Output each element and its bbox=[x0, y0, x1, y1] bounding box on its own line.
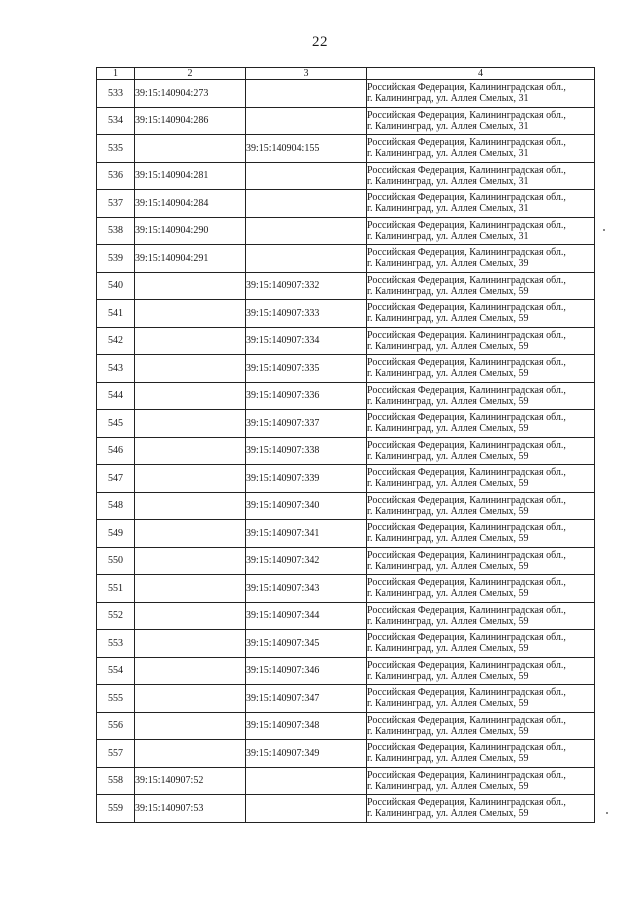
cadastral-number-col2 bbox=[135, 712, 246, 740]
cadastral-number-col3: 39:15:140907:346 bbox=[246, 657, 367, 685]
cadastral-number-col3: 39:15:140907:333 bbox=[246, 300, 367, 328]
row-number: 536 bbox=[97, 162, 135, 190]
table-row bbox=[97, 382, 595, 410]
cadastral-number-col3: 39:15:140907:348 bbox=[246, 712, 367, 740]
address-line-1: Российская Федерация, Калининградская обл., bbox=[367, 357, 566, 369]
cadastral-number-col3 bbox=[246, 162, 367, 190]
address-line-2: г. Калининград, ул. Аллея Смелых, 59 bbox=[367, 670, 529, 682]
address-line-2: г. Калининград, ул. Аллея Смелых, 59 bbox=[367, 725, 529, 737]
table-row bbox=[97, 657, 595, 685]
row-number: 534 bbox=[97, 107, 135, 135]
scan-speck bbox=[606, 812, 608, 814]
address-line-1: Российская Федерация, Калининградская обл., bbox=[367, 109, 566, 121]
cadastral-number-col2 bbox=[135, 327, 246, 355]
address-line-2: г. Калининград, ул. Аллея Смелых, 59 bbox=[367, 643, 529, 655]
row-number: 542 bbox=[97, 327, 135, 355]
address-line-2: г. Калининград, ул. Аллея Смелых, 59 bbox=[367, 698, 529, 710]
table-row bbox=[97, 767, 595, 795]
address-line-1: Российская Федерация, Калининградская обл., bbox=[367, 137, 566, 149]
cadastral-number-col2 bbox=[135, 520, 246, 548]
table-row bbox=[97, 575, 595, 603]
address-line-2: г. Калининград, ул. Аллея Смелых, 59 bbox=[367, 423, 529, 435]
row-number: 535 bbox=[97, 135, 135, 163]
address-line-2: г. Калининград, ул. Аллея Смелых, 31 bbox=[367, 175, 529, 187]
address-line-2: г. Калининград, ул. Аллея Смелых, 59 bbox=[367, 753, 529, 765]
address-cell bbox=[367, 437, 595, 465]
column-header-2: 2 bbox=[135, 68, 246, 80]
cadastral-number-col3 bbox=[246, 245, 367, 273]
address-line-2: г. Калининград, ул. Аллея Смелых, 59 bbox=[367, 313, 529, 325]
cadastral-number-col3: 39:15:140907:341 bbox=[246, 520, 367, 548]
table-row bbox=[97, 355, 595, 383]
row-number: 548 bbox=[97, 492, 135, 520]
table-row bbox=[97, 630, 595, 658]
row-number: 539 bbox=[97, 245, 135, 273]
address-line-1: Российская Федерация, Калининградская обл., bbox=[367, 549, 566, 561]
cadastral-number-col2 bbox=[135, 300, 246, 328]
address-line-1: Российская Федерация, Калининградская обл., bbox=[367, 687, 566, 699]
address-line-2: г. Калининград, ул. Аллея Смелых, 59 bbox=[367, 285, 529, 297]
address-line-1: Российская Федерация, Калининградская обл., bbox=[367, 742, 566, 754]
address-line-2: г. Калининград, ул. Аллея Смелых, 59 bbox=[367, 808, 529, 820]
cadastral-number-col2 bbox=[135, 492, 246, 520]
row-number: 538 bbox=[97, 217, 135, 245]
cadastral-number-col2 bbox=[135, 575, 246, 603]
row-number: 552 bbox=[97, 602, 135, 630]
row-number: 550 bbox=[97, 547, 135, 575]
column-header-4: 4 bbox=[367, 68, 595, 80]
address-cell bbox=[367, 492, 595, 520]
cadastral-number-col2 bbox=[135, 355, 246, 383]
row-number: 544 bbox=[97, 382, 135, 410]
address-line-2: г. Калининград, ул. Аллея Смелых, 59 bbox=[367, 505, 529, 517]
address-line-1: Российская Федерация, Калининградская обл., bbox=[367, 797, 566, 809]
address-line-2: г. Калининград, ул. Аллея Смелых, 59 bbox=[367, 588, 529, 600]
cadastral-number-col3: 39:15:140907:338 bbox=[246, 437, 367, 465]
address-line-1: Российская Федерация, Калининградская обл., bbox=[367, 577, 566, 589]
column-header-1: 1 bbox=[97, 68, 135, 80]
table-row bbox=[97, 272, 595, 300]
cadastral-number-col3: 39:15:140907:342 bbox=[246, 547, 367, 575]
address-cell bbox=[367, 355, 595, 383]
cadastral-number-col3: 39:15:140907:340 bbox=[246, 492, 367, 520]
address-cell bbox=[367, 767, 595, 795]
row-number: 557 bbox=[97, 740, 135, 768]
row-number: 547 bbox=[97, 465, 135, 493]
cadastral-number-col3: 39:15:140907:347 bbox=[246, 685, 367, 713]
address-line-1: Российская Федерация, Калининградская обл., bbox=[367, 659, 566, 671]
row-number: 558 bbox=[97, 767, 135, 795]
cadastral-number-col3: 39:15:140907:344 bbox=[246, 602, 367, 630]
address-cell bbox=[367, 630, 595, 658]
table-row bbox=[97, 245, 595, 273]
table-row bbox=[97, 437, 595, 465]
address-line-2: г. Калининград, ул. Аллея Смелых, 59 bbox=[367, 450, 529, 462]
address-cell bbox=[367, 410, 595, 438]
page-number: 22 bbox=[312, 34, 328, 50]
table-row bbox=[97, 410, 595, 438]
address-cell bbox=[367, 107, 595, 135]
address-cell bbox=[367, 602, 595, 630]
address-line-1: Российская Федерация, Калининградская обл., bbox=[367, 714, 566, 726]
address-cell bbox=[367, 465, 595, 493]
address-line-2: г. Калининград, ул. Аллея Смелых, 59 bbox=[367, 780, 529, 792]
address-line-2: г. Калининград, ул. Аллея Смелых, 39 bbox=[367, 258, 529, 270]
cadastral-number-col2: 39:15:140904:273 bbox=[135, 80, 246, 108]
table-row bbox=[97, 547, 595, 575]
cadastral-number-col2: 39:15:140904:284 bbox=[135, 190, 246, 218]
row-number: 541 bbox=[97, 300, 135, 328]
table-row bbox=[97, 162, 595, 190]
table-row bbox=[97, 740, 595, 768]
scan-speck bbox=[603, 229, 605, 231]
cadastral-number-col2 bbox=[135, 382, 246, 410]
cadastral-number-col3: 39:15:140907:349 bbox=[246, 740, 367, 768]
cadastral-number-col2 bbox=[135, 135, 246, 163]
address-line-1: Российская Федерация, Калининградская обл., bbox=[367, 164, 566, 176]
row-number: 543 bbox=[97, 355, 135, 383]
table-row bbox=[97, 465, 595, 493]
address-cell bbox=[367, 162, 595, 190]
cadastral-number-col3: 39:15:140907:336 bbox=[246, 382, 367, 410]
cadastral-table bbox=[96, 67, 595, 823]
address-line-1: Российская Федерация, Калининградская обл., bbox=[367, 274, 566, 286]
address-cell bbox=[367, 80, 595, 108]
cadastral-number-col2 bbox=[135, 410, 246, 438]
table-row bbox=[97, 795, 595, 823]
cadastral-number-col2: 39:15:140907:52 bbox=[135, 767, 246, 795]
row-number: 533 bbox=[97, 80, 135, 108]
address-line-2: г. Калининград, ул. Аллея Смелых, 59 bbox=[367, 395, 529, 407]
cadastral-number-col2 bbox=[135, 602, 246, 630]
address-line-1: Российская Федерация, Калининградская обл., bbox=[367, 247, 566, 259]
address-cell bbox=[367, 272, 595, 300]
address-line-2: г. Калининград, ул. Аллея Смелых, 59 bbox=[367, 560, 529, 572]
address-cell bbox=[367, 217, 595, 245]
address-line-1: Российская Федерация, Калининградская обл., bbox=[367, 632, 566, 644]
address-line-1: Российская Федерация, Калининградская обл., bbox=[367, 494, 566, 506]
cadastral-number-col2 bbox=[135, 685, 246, 713]
cadastral-number-col2 bbox=[135, 272, 246, 300]
cadastral-number-col3: 39:15:140907:339 bbox=[246, 465, 367, 493]
column-header-3: 3 bbox=[246, 68, 367, 80]
table-row bbox=[97, 135, 595, 163]
address-line-2: г. Калининград, ул. Аллея Смелых, 59 bbox=[367, 615, 529, 627]
cadastral-number-col2 bbox=[135, 657, 246, 685]
row-number: 549 bbox=[97, 520, 135, 548]
row-number: 554 bbox=[97, 657, 135, 685]
address-line-2: г. Калининград, ул. Аллея Смелых, 59 bbox=[367, 478, 529, 490]
row-number: 545 bbox=[97, 410, 135, 438]
address-cell bbox=[367, 382, 595, 410]
cadastral-number-col2 bbox=[135, 437, 246, 465]
address-line-2: г. Калининград, ул. Аллея Смелых, 59 bbox=[367, 340, 529, 352]
cadastral-number-col3: 39:15:140904:155 bbox=[246, 135, 367, 163]
address-cell bbox=[367, 657, 595, 685]
row-number: 540 bbox=[97, 272, 135, 300]
cadastral-number-col2: 39:15:140907:53 bbox=[135, 795, 246, 823]
cadastral-number-col2: 39:15:140904:290 bbox=[135, 217, 246, 245]
cadastral-number-col3: 39:15:140907:334 bbox=[246, 327, 367, 355]
cadastral-number-col3: 39:15:140907:332 bbox=[246, 272, 367, 300]
address-cell bbox=[367, 795, 595, 823]
address-line-1: Российская Федерация, Калининградская обл., bbox=[367, 604, 566, 616]
address-cell bbox=[367, 245, 595, 273]
table-row bbox=[97, 492, 595, 520]
row-number: 537 bbox=[97, 190, 135, 218]
address-cell bbox=[367, 190, 595, 218]
address-line-1: Российская Федерация, Калининградская обл., bbox=[367, 769, 566, 781]
address-line-2: г. Калининград, ул. Аллея Смелых, 31 bbox=[367, 93, 529, 105]
address-line-1: Российская Федерация, Калининградская обл., bbox=[367, 384, 566, 396]
cadastral-number-col2 bbox=[135, 547, 246, 575]
row-number: 559 bbox=[97, 795, 135, 823]
row-number: 551 bbox=[97, 575, 135, 603]
cadastral-number-col2 bbox=[135, 465, 246, 493]
cadastral-number-col3: 39:15:140907:343 bbox=[246, 575, 367, 603]
row-number: 553 bbox=[97, 630, 135, 658]
address-line-1: Российская Федерация, Калининградская обл., bbox=[367, 522, 566, 534]
cadastral-number-col3 bbox=[246, 80, 367, 108]
table-row bbox=[97, 602, 595, 630]
cadastral-number-col3: 39:15:140907:335 bbox=[246, 355, 367, 383]
table-row bbox=[97, 520, 595, 548]
table-row bbox=[97, 80, 595, 108]
cadastral-number-col3 bbox=[246, 107, 367, 135]
cadastral-number-col2 bbox=[135, 740, 246, 768]
cadastral-number-col2: 39:15:140904:291 bbox=[135, 245, 246, 273]
address-cell bbox=[367, 300, 595, 328]
address-line-1: Российская Федерация, Калининградская обл., bbox=[367, 192, 566, 204]
table-header-row bbox=[97, 68, 595, 80]
address-line-1: Российская Федерация, Калининградская обл., bbox=[367, 302, 566, 314]
address-line-2: г. Калининград, ул. Аллея Смелых, 31 bbox=[367, 230, 529, 242]
table-row bbox=[97, 300, 595, 328]
address-line-2: г. Калининград, ул. Аллея Смелых, 59 bbox=[367, 368, 529, 380]
address-line-1: Российская Федерация, Калининградская обл., bbox=[367, 467, 566, 479]
address-line-1: Российская Федерация, Калининградская обл., bbox=[367, 219, 566, 231]
row-number: 546 bbox=[97, 437, 135, 465]
cadastral-number-col3 bbox=[246, 767, 367, 795]
cadastral-number-col3: 39:15:140907:337 bbox=[246, 410, 367, 438]
address-cell bbox=[367, 520, 595, 548]
address-cell bbox=[367, 740, 595, 768]
address-line-1: Российская Федерация, Калининградская обл., bbox=[367, 412, 566, 424]
address-cell bbox=[367, 685, 595, 713]
address-cell bbox=[367, 712, 595, 740]
table-row bbox=[97, 712, 595, 740]
address-cell bbox=[367, 135, 595, 163]
address-cell bbox=[367, 547, 595, 575]
table-row bbox=[97, 190, 595, 218]
address-line-1: Российская Федерация. Калининградская обл., bbox=[367, 329, 566, 341]
address-line-1: Российская Федерация, Калининградская обл., bbox=[367, 82, 566, 94]
cadastral-number-col3: 39:15:140907:345 bbox=[246, 630, 367, 658]
cadastral-number-col2: 39:15:140904:286 bbox=[135, 107, 246, 135]
address-line-2: г. Калининград, ул. Аллея Смелых, 31 bbox=[367, 148, 529, 160]
row-number: 556 bbox=[97, 712, 135, 740]
address-cell bbox=[367, 575, 595, 603]
row-number: 555 bbox=[97, 685, 135, 713]
cadastral-number-col3 bbox=[246, 217, 367, 245]
cadastral-number-col3 bbox=[246, 795, 367, 823]
address-line-2: г. Калининград, ул. Аллея Смелых, 31 bbox=[367, 120, 529, 132]
table-row bbox=[97, 685, 595, 713]
cadastral-number-col2 bbox=[135, 630, 246, 658]
cadastral-number-col3 bbox=[246, 190, 367, 218]
cadastral-number-col2: 39:15:140904:281 bbox=[135, 162, 246, 190]
address-cell bbox=[367, 327, 595, 355]
table-row bbox=[97, 217, 595, 245]
address-line-2: г. Калининград, ул. Аллея Смелых, 59 bbox=[367, 533, 529, 545]
table-row bbox=[97, 107, 595, 135]
table-body bbox=[97, 80, 595, 823]
table-row bbox=[97, 327, 595, 355]
address-line-2: г. Калининград, ул. Аллея Смелых, 31 bbox=[367, 203, 529, 215]
address-line-1: Российская Федерация, Калининградская обл., bbox=[367, 439, 566, 451]
